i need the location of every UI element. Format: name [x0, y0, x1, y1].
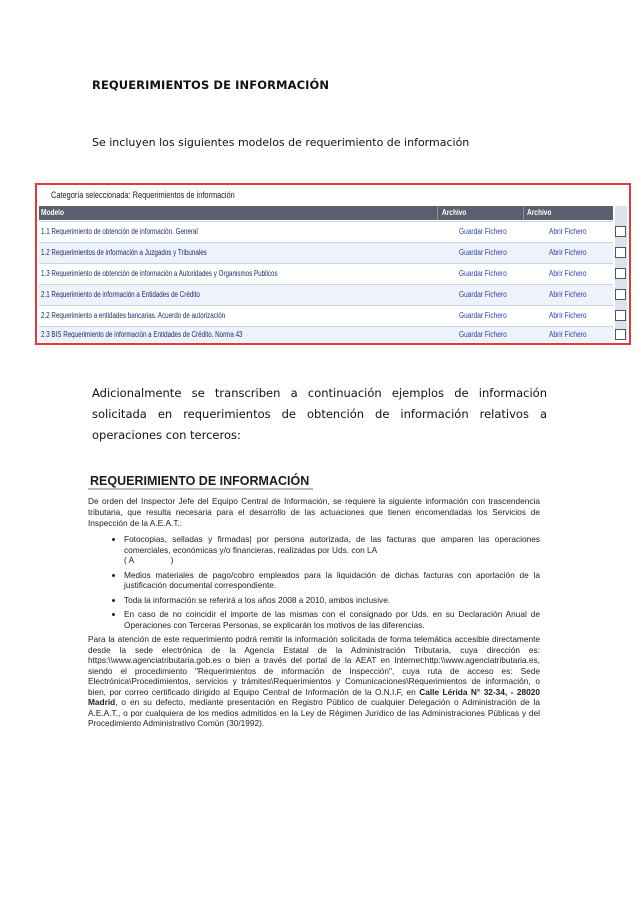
list-item: • Medios materiales de pago/cobro empleados para la liquidación de dichas facturas con aportación de la justificación documental correspondiente. [124, 570, 540, 591]
bullet-text: Fotocopias, selladas y firmadas| por persona autorizada, de las facturas que amparen las operaciones comerciales, económicas y/o financieras, realizadas por Uds. con LA [124, 534, 540, 555]
list-item: • En caso de no coincidir el importe de las mismas con el consignado por Uds. en su Declaración Anual de Operaciones con Terceras Personas, se explicarán los motivos de las diferencias. [124, 609, 540, 630]
models-table-screenshot [35, 183, 631, 345]
model-name: 1.1 Requerimiento de obtención de información. General [41, 227, 198, 236]
table-row [39, 305, 613, 326]
row-checkbox[interactable] [615, 226, 626, 237]
header-modelo[interactable]: Modelo [41, 208, 64, 217]
open-file-link[interactable]: Abrir Fichero [549, 227, 587, 236]
open-file-link[interactable]: Abrir Fichero [549, 290, 587, 299]
letter-title: REQUERIMIENTO DE INFORMACIÓN [88, 473, 313, 489]
table-row [39, 242, 613, 263]
row-checkbox[interactable] [615, 289, 626, 300]
open-file-link[interactable]: Abrir Fichero [549, 248, 587, 257]
letter-bullet-list [88, 534, 540, 630]
model-name: 2.1 Requerimiento de información a Entidades de Crédito [41, 290, 200, 299]
row-checkbox[interactable] [615, 247, 626, 258]
save-file-link[interactable]: Guardar Fichero [459, 290, 507, 299]
header-archivo-open: Archivo [527, 208, 552, 217]
address-bold: Calle Lérida N° 32-34, - 28020 Madrid [88, 686, 540, 707]
closing-text: , o en su defecto, mediante presentación en Registro Público de cualquier Delegación o Administración de la A.E.A.T., o por cualquiera de los medios admitidos en la Ley de Régimen Jurídico de las Administraciones Públicas y del Procedimiento Administrativo Común (30/1992). [88, 697, 540, 728]
header-divider [523, 206, 524, 220]
selected-category-label: Categoría seleccionada: Requerimientos de información [51, 190, 235, 200]
document-title: REQUERIMIENTOS DE INFORMACIÓN [92, 78, 330, 92]
list-item [124, 534, 540, 566]
save-file-link[interactable]: Guardar Fichero [459, 311, 507, 320]
row-checkbox[interactable] [615, 310, 626, 321]
table-header [39, 206, 613, 220]
model-name: 2.2 Requerimiento a entidades bancarias. Acuerdo de autorización [41, 311, 226, 320]
open-file-link[interactable]: Abrir Fichero [549, 330, 587, 339]
bullet-text: ( A ) [124, 555, 174, 565]
intro-text: Se incluyen los siguientes modelos de requerimiento de información [92, 136, 470, 149]
model-name: 1.3 Requerimiento de obtención de información a Autoridades y Organismos Publicos [41, 269, 278, 278]
row-checkbox[interactable] [615, 268, 626, 279]
save-file-link[interactable]: Guardar Fichero [459, 269, 507, 278]
open-file-link[interactable]: Abrir Fichero [549, 269, 587, 278]
open-file-link[interactable]: Abrir Fichero [549, 311, 587, 320]
additional-paragraph: Adicionalmente se transcriben a continuación ejemplos de información solicitada en requerimientos de obtención de información relativos a operaciones con terceros: [92, 386, 547, 442]
list-item: • Toda la información se referirá a los años 2008 a 2010, ambos inclusive. [124, 595, 540, 606]
table-row [39, 326, 613, 342]
save-file-link[interactable]: Guardar Fichero [459, 248, 507, 257]
save-file-link[interactable]: Guardar Fichero [459, 227, 507, 236]
closing-text: Para la atención de este requerimiento podrá remitir la información solicitada de forma telemática accesible directamente desde la sede electrónica de la Agencia Estatal de la Administración Tributaria, cuya dirección es: https:\\www.agenciatributaria.gob.es o bien a través del portal de la AEAT en Internet:http:\\www.agenciatributaria.es, siendo el procedimiento "Requerimientos de información de Inspección", cuya ruta de acceso es: Sede Electrónica\Procedimientos, servicios y trámites\Requerimientos y Comunicaciones\Requerimientos de información, o bien, por correo certificado dirigido al Equipo Central de Información de la O.N.I.F, en [88, 634, 540, 697]
table-row [39, 284, 613, 305]
requirement-letter-image [88, 472, 540, 729]
table-row [39, 221, 613, 242]
letter-lead: De orden del Inspector Jefe del Equipo Central de Información, se requiere la siguiente información con trascendencia tributaria, que resulta necesaria para el desarrollo de las actuaciones que tienen encomendadas los Servicios de Inspección de la A.E.A.T.: [88, 496, 540, 528]
model-name: 2.3 BIS Requerimiento de información a Entidades de Crédito. Norma 43 [41, 330, 243, 339]
save-file-link[interactable]: Guardar Fichero [459, 330, 507, 339]
header-archivo-save: Archivo [442, 208, 467, 217]
letter-closing [88, 634, 540, 729]
table-row [39, 263, 613, 284]
model-name: 1.2 Requerimientos de información a Juzgados y Tribunales [41, 248, 207, 257]
header-divider [437, 206, 438, 220]
row-checkbox[interactable] [615, 329, 626, 340]
